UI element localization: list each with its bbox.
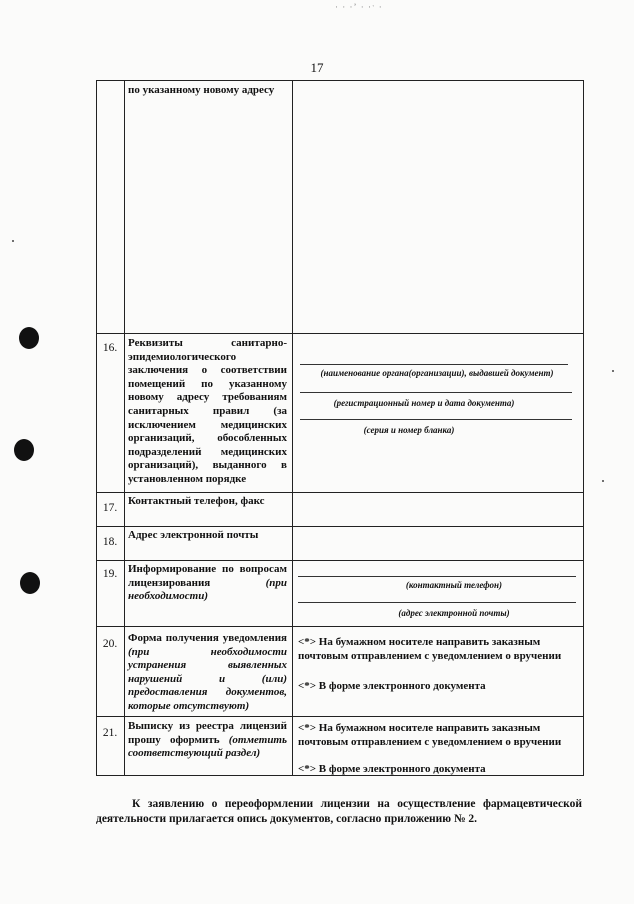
table-row-divider	[96, 716, 584, 717]
footer-paragraph: К заявлению о переоформлении лицензии на осуществление фармацевтической деятельности прилагается опись документов, согласно приложению № 2.	[96, 798, 582, 825]
row-label: по указанному новому адресу	[128, 84, 275, 96]
row-number: 20.	[102, 638, 118, 650]
row-label: Контактный телефон, факс	[128, 495, 265, 507]
row-label: Адрес электронной почты	[128, 529, 259, 541]
scan-speck	[12, 240, 14, 242]
row-label: Выписку из реестра лицензий прошу оформить (отметить соответствующий раздел)	[128, 720, 288, 760]
scan-artifact: · · ·ʼ · ·ˑ ·	[335, 2, 383, 12]
fill-line	[300, 364, 568, 365]
delivery-option-paper[interactable]: <*> На бумажном носителе направить заказным почтовым отправлением с уведомлением о вручении	[298, 636, 562, 662]
row-number: 19.	[102, 568, 118, 580]
fill-line	[300, 392, 572, 393]
row-number: 21.	[102, 727, 118, 739]
binder-hole-icon	[14, 439, 34, 461]
table-row-divider	[96, 526, 584, 527]
field-caption: (регистрационный номер и дата документа)	[333, 398, 515, 408]
table-column-divider	[292, 80, 293, 775]
field-caption: (контактный телефон)	[405, 580, 503, 590]
table-border-top	[96, 80, 584, 81]
table-row-divider	[96, 626, 584, 627]
page-number: 17	[310, 60, 324, 75]
table-border-right	[583, 80, 584, 775]
scan-speck	[602, 480, 604, 482]
table-row-divider	[96, 333, 584, 334]
binder-hole-icon	[19, 327, 39, 349]
delivery-option-electronic[interactable]: <*> В форме электронного документа	[298, 680, 486, 692]
fill-line	[300, 419, 572, 420]
field-caption: (адрес электронной почты)	[398, 608, 510, 618]
table-column-divider	[124, 80, 125, 775]
extract-option-electronic[interactable]: <*> В форме электронного документа	[298, 763, 486, 775]
scan-speck	[612, 370, 614, 372]
table-border-left	[96, 80, 97, 775]
row-number: 18.	[102, 536, 118, 548]
field-caption: (наименование органа(организации), выдавшей документ)	[320, 368, 554, 378]
fill-line	[298, 602, 576, 603]
field-caption: (серия и номер бланка)	[363, 425, 455, 435]
extract-option-paper[interactable]: <*> На бумажном носителе направить заказным почтовым отправлением с уведомлением о вручении	[298, 722, 562, 748]
row-number: 16.	[102, 342, 118, 354]
row-label: Реквизиты санитарно-эпидемиологического заключения о соответствии помещений по указанному новому адресу требованиям санитарных правил (за исключением медицинских организаций, обособленных подразделений медицинских организаций), выданного в установленном порядке	[128, 337, 287, 485]
row-number: 17.	[102, 502, 118, 514]
fill-line	[298, 576, 576, 577]
row-label: Информирование по вопросам лицензирования (при необходимости)	[128, 563, 287, 603]
table-row-divider	[96, 492, 584, 493]
binder-hole-icon	[20, 572, 40, 594]
row-label: Форма получения уведомления (при необходимости устранения выявленных нарушений и (или) предоставления документов, которые отсутствуют)	[128, 632, 287, 712]
table-row-divider	[96, 560, 584, 561]
